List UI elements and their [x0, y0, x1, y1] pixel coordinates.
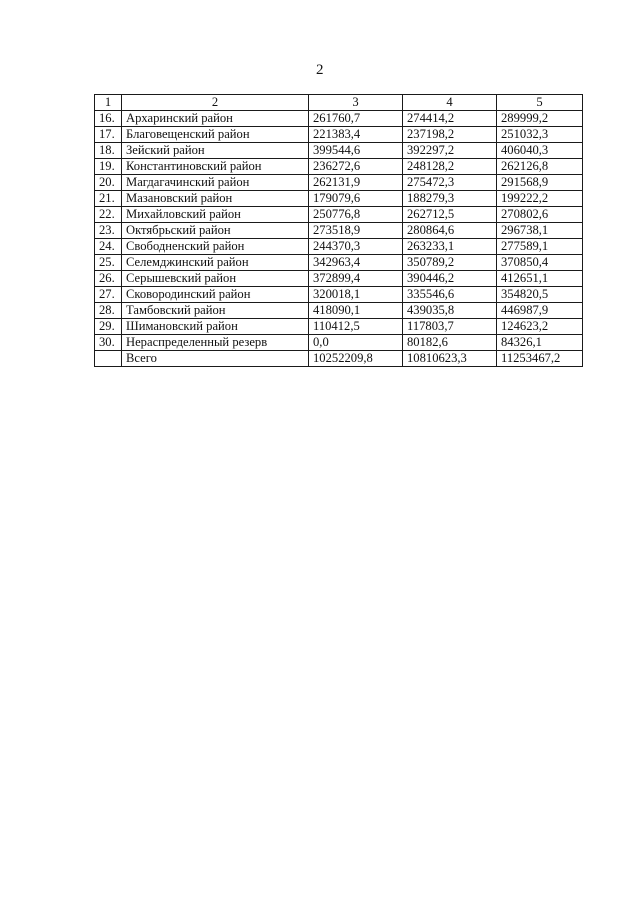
value-col4-cell: 80182,6 — [403, 335, 497, 351]
district-name-cell: Шимановский район — [122, 319, 309, 335]
value-col4-cell: 280864,6 — [403, 223, 497, 239]
row-number-cell: 20. — [95, 175, 122, 191]
table-row — [95, 303, 583, 319]
value-col4-cell: 275472,3 — [403, 175, 497, 191]
value-col5-cell: 412651,1 — [497, 271, 583, 287]
value-col4-cell: 390446,2 — [403, 271, 497, 287]
row-number-cell: 23. — [95, 223, 122, 239]
value-col5-cell: 84326,1 — [497, 335, 583, 351]
value-col3-cell: 236272,6 — [309, 159, 403, 175]
value-col4-cell: 392297,2 — [403, 143, 497, 159]
district-name-cell: Тамбовский район — [122, 303, 309, 319]
table-row — [95, 319, 583, 335]
table-row — [95, 239, 583, 255]
row-number-cell: 19. — [95, 159, 122, 175]
table-row — [95, 191, 583, 207]
table-row — [95, 175, 583, 191]
table-row — [95, 143, 583, 159]
value-col3-cell: 320018,1 — [309, 287, 403, 303]
value-col5-cell: 296738,1 — [497, 223, 583, 239]
row-number-cell: 25. — [95, 255, 122, 271]
value-col5-cell: 124623,2 — [497, 319, 583, 335]
value-col3-cell: 179079,6 — [309, 191, 403, 207]
value-col5-cell: 289999,2 — [497, 111, 583, 127]
district-name-cell: Константиновский район — [122, 159, 309, 175]
value-col3-cell: 110412,5 — [309, 319, 403, 335]
value-col5-cell: 370850,4 — [497, 255, 583, 271]
value-col3-cell: 244370,3 — [309, 239, 403, 255]
value-col3-cell: 399544,6 — [309, 143, 403, 159]
table-row — [95, 271, 583, 287]
row-number-cell: 26. — [95, 271, 122, 287]
value-col4-cell: 10810623,3 — [403, 351, 497, 367]
table-header-row — [95, 95, 583, 111]
district-name-cell: Магдагачинский район — [122, 175, 309, 191]
value-col3-cell: 10252209,8 — [309, 351, 403, 367]
table-row — [95, 255, 583, 271]
district-name-cell: Нераспределенный резерв — [122, 335, 309, 351]
header-cell-1: 1 — [95, 95, 122, 111]
row-number-cell: 24. — [95, 239, 122, 255]
value-col3-cell: 372899,4 — [309, 271, 403, 287]
value-col4-cell: 263233,1 — [403, 239, 497, 255]
table-row — [95, 127, 583, 143]
header-cell-5: 5 — [497, 95, 583, 111]
row-number-cell: 16. — [95, 111, 122, 127]
value-col3-cell: 342963,4 — [309, 255, 403, 271]
table-row — [95, 111, 583, 127]
header-cell-2: 2 — [122, 95, 309, 111]
district-name-cell: Благовещенский район — [122, 127, 309, 143]
district-name-cell: Архаринский район — [122, 111, 309, 127]
district-name-cell: Михайловский район — [122, 207, 309, 223]
value-col3-cell: 0,0 — [309, 335, 403, 351]
value-col4-cell: 335546,6 — [403, 287, 497, 303]
value-col4-cell: 350789,2 — [403, 255, 497, 271]
value-col5-cell: 262126,8 — [497, 159, 583, 175]
table-row — [95, 335, 583, 351]
row-number-cell: 28. — [95, 303, 122, 319]
value-col5-cell: 291568,9 — [497, 175, 583, 191]
district-name-cell: Мазановский район — [122, 191, 309, 207]
header-cell-4: 4 — [403, 95, 497, 111]
value-col5-cell: 270802,6 — [497, 207, 583, 223]
value-col5-cell: 446987,9 — [497, 303, 583, 319]
row-number-cell: 27. — [95, 287, 122, 303]
value-col4-cell: 274414,2 — [403, 111, 497, 127]
district-name-cell: Сковородинский район — [122, 287, 309, 303]
row-number-cell: 21. — [95, 191, 122, 207]
value-col4-cell: 188279,3 — [403, 191, 497, 207]
table-row — [95, 351, 583, 367]
value-col4-cell: 262712,5 — [403, 207, 497, 223]
value-col3-cell: 262131,9 — [309, 175, 403, 191]
district-name-cell: Селемджинский район — [122, 255, 309, 271]
district-name-cell: Серышевский район — [122, 271, 309, 287]
row-number-cell — [95, 351, 122, 367]
value-col5-cell: 11253467,2 — [497, 351, 583, 367]
row-number-cell: 30. — [95, 335, 122, 351]
header-cell-3: 3 — [309, 95, 403, 111]
value-col5-cell: 354820,5 — [497, 287, 583, 303]
value-col3-cell: 418090,1 — [309, 303, 403, 319]
value-col4-cell: 248128,2 — [403, 159, 497, 175]
value-col4-cell: 117803,7 — [403, 319, 497, 335]
budget-table — [94, 94, 583, 367]
district-name-cell: Октябрьский район — [122, 223, 309, 239]
row-number-cell: 18. — [95, 143, 122, 159]
value-col5-cell: 199222,2 — [497, 191, 583, 207]
value-col3-cell: 250776,8 — [309, 207, 403, 223]
district-name-cell: Свободненский район — [122, 239, 309, 255]
value-col3-cell: 261760,7 — [309, 111, 403, 127]
value-col4-cell: 237198,2 — [403, 127, 497, 143]
value-col3-cell: 273518,9 — [309, 223, 403, 239]
value-col5-cell: 251032,3 — [497, 127, 583, 143]
table-row — [95, 223, 583, 239]
value-col4-cell: 439035,8 — [403, 303, 497, 319]
table-body — [95, 95, 583, 367]
row-number-cell: 17. — [95, 127, 122, 143]
table-row — [95, 287, 583, 303]
value-col5-cell: 277589,1 — [497, 239, 583, 255]
table-row — [95, 207, 583, 223]
district-name-cell: Всего — [122, 351, 309, 367]
value-col5-cell: 406040,3 — [497, 143, 583, 159]
table-row — [95, 159, 583, 175]
row-number-cell: 29. — [95, 319, 122, 335]
value-col3-cell: 221383,4 — [309, 127, 403, 143]
district-name-cell: Зейский район — [122, 143, 309, 159]
row-number-cell: 22. — [95, 207, 122, 223]
page-number: 2 — [316, 62, 324, 78]
